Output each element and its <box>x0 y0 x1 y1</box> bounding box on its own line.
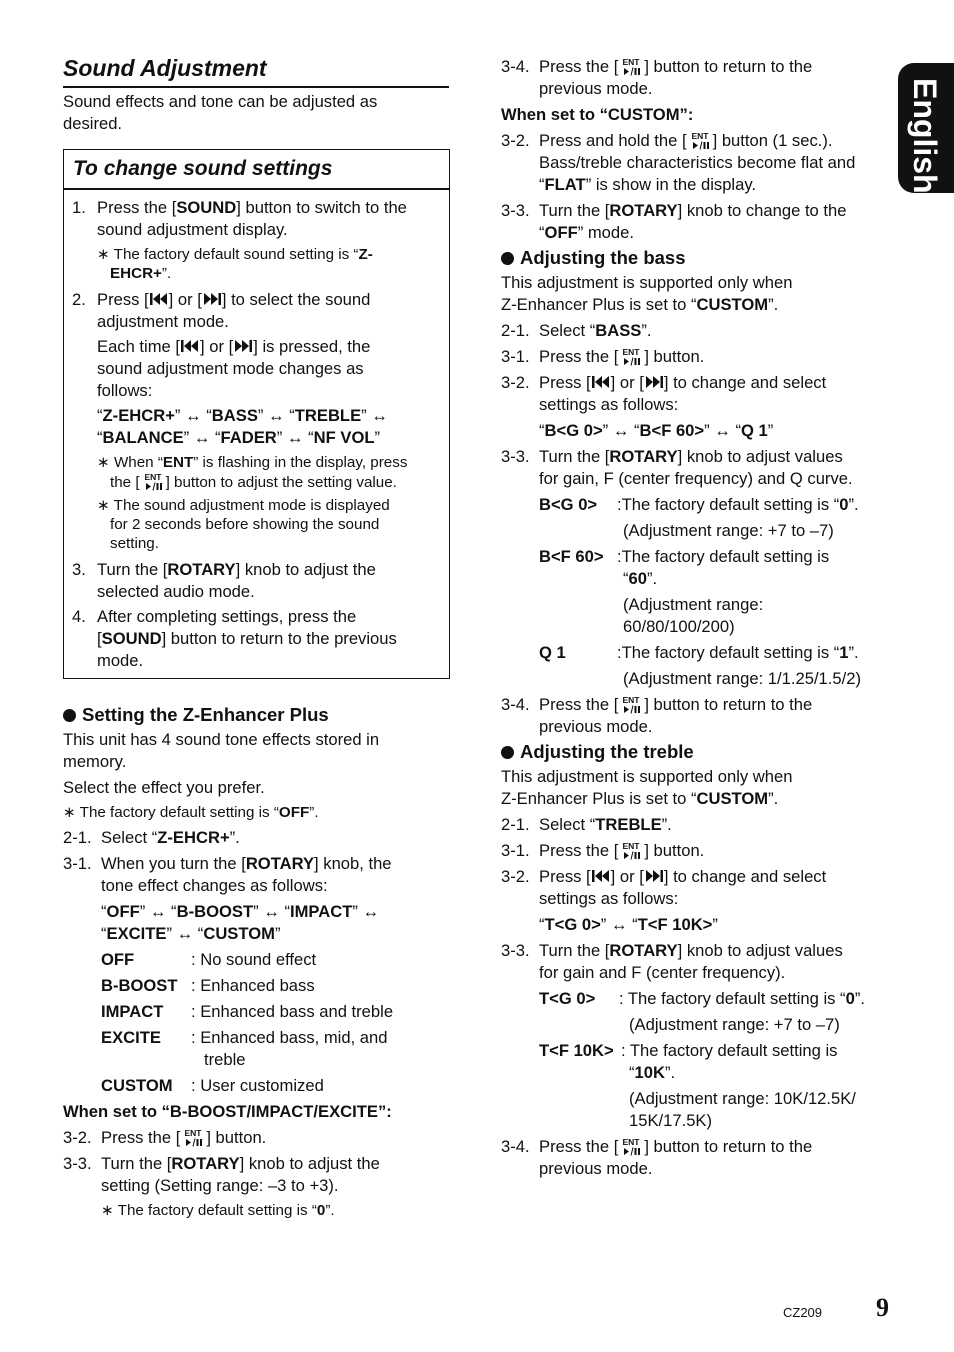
step-2b-line-1: Each time [ ] or [ ] is pressed, the <box>97 337 371 356</box>
step-1-line-2: sound adjustment display. <box>97 220 288 239</box>
intro-line-1: Sound effects and tone can be adjusted as <box>63 92 378 111</box>
skip-previous-icon <box>149 291 169 307</box>
r32-line-2: Bass/treble characteristics become flat and <box>539 153 856 172</box>
param-name: B<G 0> <box>539 495 598 514</box>
param-range: (Adjustment range: +7 to –7) <box>629 1015 840 1034</box>
bass-text-2: Z-Enhancer Plus is set to “CUSTOM”. <box>501 295 779 314</box>
r32-line-3: “FLAT” is show in the display. <box>539 175 757 194</box>
skip-previous-icon <box>180 338 200 354</box>
skip-next-icon <box>644 374 664 390</box>
param-range: (Adjustment range: 1/1.25/1.5/2) <box>623 669 861 688</box>
param-desc: :The factory default setting is “0”. <box>617 495 859 514</box>
t31-text: Press the [ ] button. <box>539 841 705 860</box>
effect-name: IMPACT <box>101 1002 164 1021</box>
zenhancer-heading: Setting the Z-Enhancer Plus <box>63 703 329 727</box>
r32-number: 3-2. <box>501 131 530 150</box>
skip-previous-icon <box>591 868 611 884</box>
effect-desc: : Enhanced bass <box>191 976 315 995</box>
b33-line-1: Turn the [ROTARY] knob to adjust values <box>539 447 843 466</box>
box-title-rule <box>63 188 450 190</box>
param-range-cont: 60/80/100/200) <box>623 617 735 636</box>
param-range-cont: 15K/17.5K) <box>629 1111 713 1130</box>
step-number: 2. <box>72 290 86 309</box>
language-tab-label: English <box>907 78 943 194</box>
b34-line-2: previous mode. <box>539 717 653 736</box>
b21-number: 2-1. <box>501 321 530 340</box>
when-custom-heading: When set to “CUSTOM”: <box>501 105 694 124</box>
z32-text: Press the [ ] button. <box>101 1128 267 1147</box>
r34-line-1: Press the [ ] button to return to the <box>539 57 813 76</box>
step-number: 4. <box>72 607 86 626</box>
r34-number: 3-4. <box>501 57 530 76</box>
zenhancer-note: ∗ The factory default setting is “OFF”. <box>63 804 319 821</box>
z31-number: 3-1. <box>63 854 92 873</box>
note-2-line-2: the [ ] button to adjust the setting value. <box>110 474 397 491</box>
skip-next-icon <box>644 868 664 884</box>
ent-play-pause-icon <box>618 347 644 367</box>
t21-number: 2-1. <box>501 815 530 834</box>
treble-text-1: This adjustment is supported only when <box>501 767 793 786</box>
step-number: 3. <box>72 560 86 579</box>
ent-play-pause-icon <box>618 1137 644 1157</box>
treble-sequence: “T<G 0>” ↔ “T<F 10K>” <box>539 915 718 934</box>
z33-note: ∗ The factory default setting is “0”. <box>101 1202 335 1219</box>
step-2b-line-3: follows: <box>97 381 153 400</box>
param-name: B<F 60> <box>539 547 604 566</box>
note-3-line-1: ∗ The sound adjustment mode is displayed <box>97 497 390 514</box>
param-name: T<F 10K> <box>539 1041 614 1060</box>
zenhancer-text-2: memory. <box>63 752 127 771</box>
z31-line-2: tone effect changes as follows: <box>101 876 328 895</box>
treble-text-2: Z-Enhancer Plus is set to “CUSTOM”. <box>501 789 779 808</box>
page-title: Sound Adjustment <box>63 55 267 81</box>
intro-line-2: desired. <box>63 114 123 133</box>
b21-text: Select “BASS”. <box>539 321 652 340</box>
title-rule <box>63 86 449 88</box>
mode-sequence-2: “BALANCE” ↔ “FADER” ↔ “NF VOL” <box>97 428 381 447</box>
effect-name: CUSTOM <box>101 1076 173 1095</box>
step-3-line-2: selected audio mode. <box>97 582 255 601</box>
t32-line-2: settings as follows: <box>539 889 679 908</box>
effect-desc: : No sound effect <box>191 950 317 969</box>
ent-play-pause-icon <box>618 695 644 715</box>
mode-sequence-1: “Z-EHCR+” ↔ “BASS” ↔ “TREBLE” ↔ <box>97 406 388 425</box>
ent-play-pause-icon <box>618 841 644 861</box>
effect-name: B-BOOST <box>101 976 178 995</box>
bass-sequence: “B<G 0>” ↔ “B<F 60>” ↔ “Q 1” <box>539 421 774 440</box>
b31-text: Press the [ ] button. <box>539 347 705 366</box>
r32-line-1: Press and hold the [ ] button (1 sec.). <box>539 131 833 150</box>
param-range: (Adjustment range: 10K/12.5K/ <box>629 1089 856 1108</box>
z33-line-2: setting (Setting range: –3 to +3). <box>101 1176 339 1195</box>
param-desc: :The factory default setting is <box>617 547 830 566</box>
note-1-line-2: EHCR+”. <box>110 265 172 282</box>
param-desc: : The factory default setting is <box>621 1041 838 1060</box>
param-desc: :The factory default setting is “1”. <box>617 643 859 662</box>
b32-number: 3-2. <box>501 373 530 392</box>
step-3-line-1: Turn the [ROTARY] knob to adjust the <box>97 560 376 579</box>
t32-line-1: Press [ ] or [ ] to change and select <box>539 867 827 886</box>
t31-number: 3-1. <box>501 841 530 860</box>
skip-previous-icon <box>591 374 611 390</box>
t34-line-2: previous mode. <box>539 1159 653 1178</box>
t34-line-1: Press the [ ] button to return to the <box>539 1137 813 1156</box>
b34-number: 3-4. <box>501 695 530 714</box>
r33-number: 3-3. <box>501 201 530 220</box>
skip-next-icon <box>202 291 222 307</box>
ent-play-pause-icon <box>618 57 644 77</box>
step-4-line-1: After completing settings, press the <box>97 607 357 626</box>
bullet-icon <box>63 709 76 722</box>
t33-line-1: Turn the [ROTARY] knob to adjust values <box>539 941 843 960</box>
treble-heading: Adjusting the treble <box>501 740 694 764</box>
b31-number: 3-1. <box>501 347 530 366</box>
effect-desc: : Enhanced bass, mid, and <box>191 1028 388 1047</box>
zenhancer-text-3: Select the effect you prefer. <box>63 778 265 797</box>
b32-line-1: Press [ ] or [ ] to change and select <box>539 373 827 392</box>
param-desc-cont: “60”. <box>623 569 658 588</box>
step-2-line-1: Press [ ] or [ ] to select the sound <box>97 290 371 309</box>
step-4-line-2: [SOUND] button to return to the previous <box>97 629 397 648</box>
step-2-line-2: adjustment mode. <box>97 312 229 331</box>
param-desc-cont: “10K”. <box>629 1063 676 1082</box>
ent-play-pause-icon <box>140 472 166 492</box>
effect-name: OFF <box>101 950 135 969</box>
z32-number: 3-2. <box>63 1128 92 1147</box>
b34-line-1: Press the [ ] button to return to the <box>539 695 813 714</box>
r33-line-2: “OFF” mode. <box>539 223 634 242</box>
note-3-line-3: setting. <box>110 535 159 552</box>
page-number: 9 <box>876 1293 889 1322</box>
b33-number: 3-3. <box>501 447 530 466</box>
t33-line-2: for gain and F (center frequency). <box>539 963 786 982</box>
z31-line-1: When you turn the [ROTARY] knob, the <box>101 854 392 873</box>
param-name: T<G 0> <box>539 989 596 1008</box>
step-1-line-1: Press the [SOUND] button to switch to the <box>97 198 407 217</box>
skip-next-icon <box>233 338 253 354</box>
ent-play-pause-icon <box>687 131 713 151</box>
box-title: To change sound settings <box>73 157 333 180</box>
param-desc: : The factory default setting is “0”. <box>619 989 865 1008</box>
param-name: Q 1 <box>539 643 566 662</box>
ent-play-pause-icon <box>180 1128 206 1148</box>
t33-number: 3-3. <box>501 941 530 960</box>
param-range: (Adjustment range: +7 to –7) <box>623 521 834 540</box>
param-range: (Adjustment range: <box>623 595 764 614</box>
bass-heading: Adjusting the bass <box>501 246 686 270</box>
note-3-line-2: for 2 seconds before showing the sound <box>110 516 380 533</box>
bass-text-1: This adjustment is supported only when <box>501 273 793 292</box>
effect-sequence-1: “OFF” ↔ “B-BOOST” ↔ “IMPACT” ↔ <box>101 902 380 921</box>
b33-line-2: for gain, F (center frequency) and Q curve. <box>539 469 853 488</box>
model-code: CZ209 <box>783 1305 823 1320</box>
t32-number: 3-2. <box>501 867 530 886</box>
note-1-line-1: ∗ The factory default sound setting is “Z- <box>97 246 373 263</box>
note-2-line-1: ∗ When “ENT” is flashing in the display, press <box>97 454 408 471</box>
effect-desc: : Enhanced bass and treble <box>191 1002 394 1021</box>
bullet-icon <box>501 746 514 759</box>
r34-line-2: previous mode. <box>539 79 653 98</box>
step-2b-line-2: sound adjustment mode changes as <box>97 359 364 378</box>
effect-desc-cont: treble <box>204 1050 246 1069</box>
zenhancer-text-1: This unit has 4 sound tone effects stored in <box>63 730 380 749</box>
step-number: 1. <box>72 198 86 217</box>
effect-desc: : User customized <box>191 1076 324 1095</box>
bullet-icon <box>501 252 514 265</box>
z21-text: Select “Z-EHCR+”. <box>101 828 240 847</box>
effect-sequence-2: “EXCITE” ↔ “CUSTOM” <box>101 924 281 943</box>
when-bbi-heading: When set to “B-BOOST/IMPACT/EXCITE”: <box>63 1102 392 1121</box>
t21-text: Select “TREBLE”. <box>539 815 672 834</box>
r33-line-1: Turn the [ROTARY] knob to change to the <box>539 201 847 220</box>
step-4-line-3: mode. <box>97 651 144 670</box>
t34-number: 3-4. <box>501 1137 530 1156</box>
z33-number: 3-3. <box>63 1154 92 1173</box>
z33-line-1: Turn the [ROTARY] knob to adjust the <box>101 1154 380 1173</box>
z21-number: 2-1. <box>63 828 92 847</box>
b32-line-2: settings as follows: <box>539 395 679 414</box>
effect-name: EXCITE <box>101 1028 161 1047</box>
